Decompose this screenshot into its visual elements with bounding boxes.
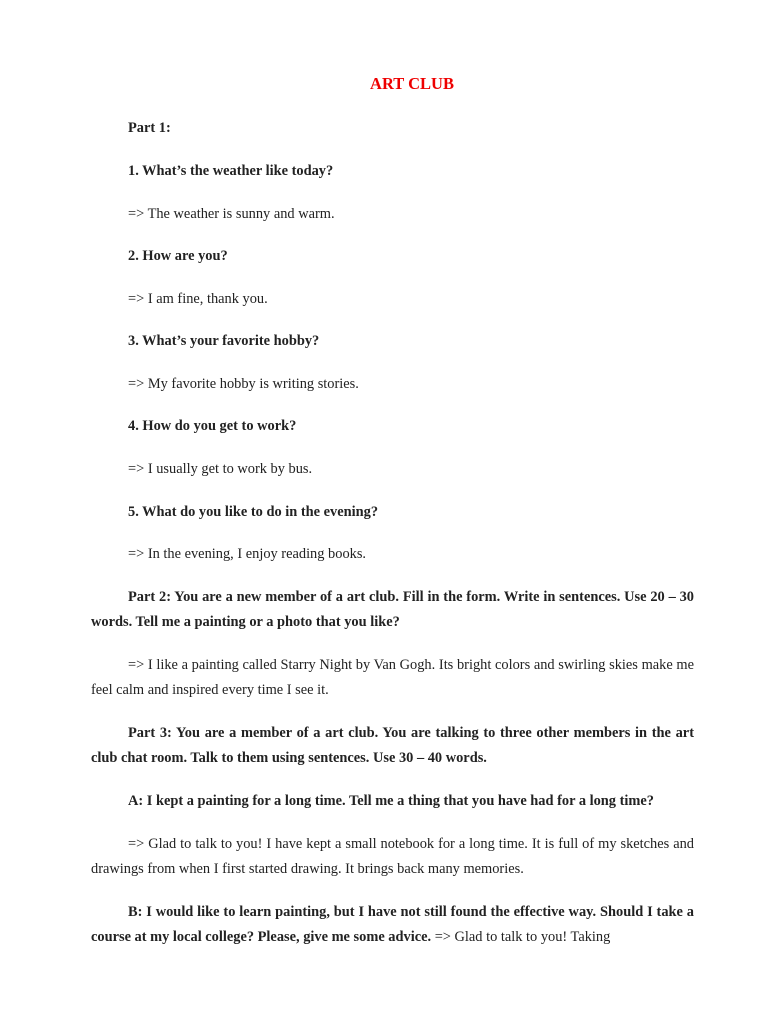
answer-1: => The weather is sunny and warm.	[128, 206, 335, 222]
part3-question-a: A: I kept a painting for a long time. Tell me a thing that you have had for a long time?	[128, 793, 654, 809]
part1-heading: Part 1:	[128, 120, 171, 136]
part3-prompt: Part 3: You are a member of a art club. You are talking to three other members in the art club chat room. Talk to them using sentences. Use 30 – 40 words.	[91, 725, 694, 766]
part3-answer-a: => Glad to talk to you! I have kept a small notebook for a long time. It is full of my sketches and drawings from when I first started drawing. It brings back many memories.	[91, 836, 694, 877]
document-title: ART CLUB	[370, 74, 454, 93]
question-4: 4. How do you get to work?	[128, 418, 297, 434]
answer-5: => In the evening, I enjoy reading books.	[128, 546, 367, 562]
question-1: 1. What’s the weather like today?	[128, 163, 334, 179]
part3-question-b-text: B: I would like to learn painting, but I have not still found the effective way. Should I take a course at my local college? Please, give me some advice.	[91, 904, 694, 945]
question-2: 2. How are you?	[128, 248, 228, 264]
question-5: 5. What do you like to do in the evening?	[128, 504, 379, 520]
answer-4: => I usually get to work by bus.	[128, 461, 313, 477]
part3-question-b	[91, 900, 694, 950]
answer-2: => I am fine, thank you.	[128, 291, 268, 307]
part2-prompt: Part 2: You are a new member of a art club. Fill in the form. Write in sentences. Use 20 – 30 words. Tell me a painting or a photo that you like?	[91, 589, 694, 630]
part3-answer-b-start: => Glad to talk to you! Taking	[434, 929, 611, 945]
part2-answer: => I like a painting called Starry Night by Van Gogh. Its bright colors and swirling skies make me feel calm and inspired every time I see it.	[91, 657, 694, 698]
question-3: 3. What’s your favorite hobby?	[128, 333, 320, 349]
answer-3: => My favorite hobby is writing stories.	[128, 376, 359, 392]
